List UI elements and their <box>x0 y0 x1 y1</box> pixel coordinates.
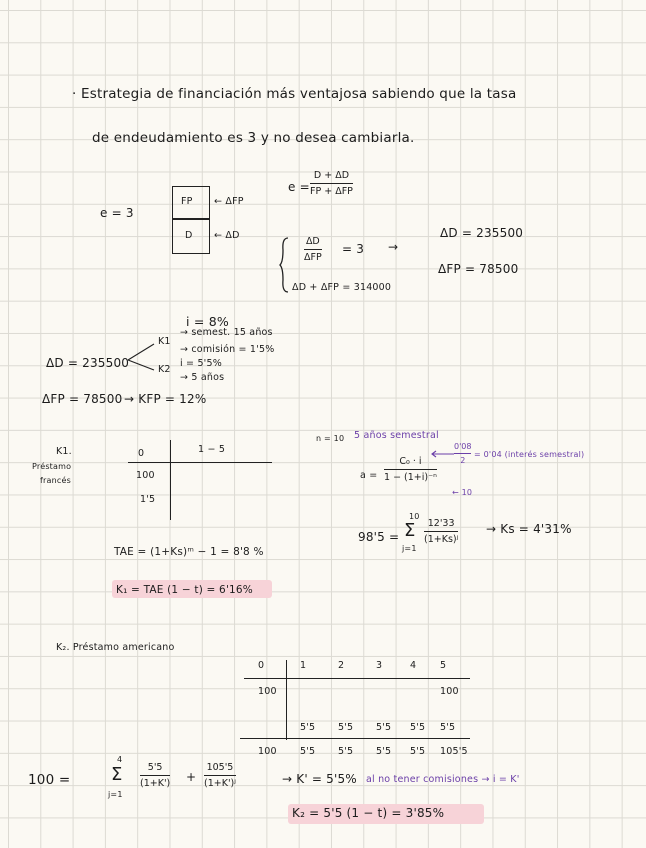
system-equals: = 3 <box>342 242 365 256</box>
k-prime-result: → K' = 5'5% <box>282 772 357 786</box>
k1-table-r2: 1'5 <box>140 494 156 505</box>
title-line-2: de endeudamiento es 3 y no desea cambiarla. <box>92 130 415 146</box>
system-fraction <box>304 236 322 263</box>
alloc-split-arrows <box>126 340 156 370</box>
k2-row2-cell: 5'5 <box>300 722 316 733</box>
k1-section-type-1: Préstamo <box>32 462 72 471</box>
rate-numerator: 0'08 <box>454 442 472 451</box>
annuity-denominator: 1 − (1+i)⁻ⁿ <box>384 472 437 484</box>
k2-interest: i = 5'5% <box>180 358 222 369</box>
box-fp-label: FP <box>181 196 193 207</box>
delta-d-arrow: ← ΔD <box>214 230 240 241</box>
alloc-delta-d: ΔD = 235500 <box>46 356 130 370</box>
alloc-delta-fp: ΔFP = 78500 <box>42 392 123 406</box>
k2-sum-top: 4 <box>117 755 123 764</box>
rate-fraction <box>454 442 471 465</box>
k1-commission: → comisión = 1'5% <box>180 344 275 355</box>
e-formula-denominator: FP + ΔFP <box>310 186 353 198</box>
k2-table-hline-2 <box>240 738 470 739</box>
k1-table-hline <box>128 462 272 463</box>
k2-term1-numerator: 5'5 <box>147 762 163 773</box>
k2-row2-cell: 5'5 <box>410 722 426 733</box>
system-arrow: → <box>388 240 399 254</box>
annuity-numerator: C₀ · i <box>399 456 422 467</box>
k1-section-type-2: francés <box>40 476 71 485</box>
k2-label: K2 <box>158 364 171 375</box>
n-text: n = 10 <box>316 434 345 443</box>
sum-lhs: 98'5 = <box>358 530 400 544</box>
k2-sum-symbol: Σ <box>111 764 123 785</box>
k2-header-cell: 3 <box>376 660 383 671</box>
k2-header-cell: 2 <box>338 660 345 671</box>
delta-fp-arrow: ← ΔFP <box>214 196 244 207</box>
k2-header-cell: 1 <box>300 660 307 671</box>
k2-row3-cell: 5'5 <box>376 746 392 757</box>
rate-denominator: 2 <box>460 456 466 466</box>
e-value: e = 3 <box>100 206 134 220</box>
k2-header-cell: 5 <box>440 660 447 671</box>
ks-result: → Ks = 4'31% <box>486 522 572 536</box>
e-formula-fraction <box>310 170 353 197</box>
system-line-2: ΔD + ΔFP = 314000 <box>292 282 392 293</box>
result-delta-d: ΔD = 235500 <box>440 226 524 240</box>
k2-plus: + <box>186 770 197 784</box>
k1-label: K1 <box>158 336 171 347</box>
k2-row3-cell: 100 <box>258 746 277 757</box>
k1-table-h0: 0 <box>138 448 145 459</box>
k2-term2-numerator: 105'5 <box>206 762 234 773</box>
k2-row1-cell: 100 <box>440 686 459 697</box>
tae-formula: TAE = (1+Ks)ᵐ − 1 = 8'8 % <box>114 546 264 558</box>
sum-numerator: 12'33 <box>427 518 455 529</box>
k1-section-label: K1. <box>56 446 72 457</box>
annuity-lhs: a = <box>360 470 378 481</box>
k2-header-cell: 0 <box>258 660 265 671</box>
k2-term1-fraction <box>140 762 170 789</box>
k2-term2-denominator: (1+K')ʲ <box>204 778 236 790</box>
k2-row2-cell: 5'5 <box>376 722 392 733</box>
e-formula-lhs: e = <box>288 180 310 194</box>
box-d-label: D <box>185 230 193 241</box>
k2-row3-cell: 105'5 <box>440 746 468 757</box>
k1-term: → semest. 15 años <box>180 327 273 338</box>
sum-fraction <box>424 518 458 545</box>
k2-row2-cell: 5'5 <box>338 722 354 733</box>
k2-row1-cell: 100 <box>258 686 277 697</box>
k2-term: → 5 años <box>180 372 225 383</box>
k1-final: K₁ = TAE (1 − t) = 6'16% <box>116 584 253 596</box>
k2-sum-bottom: j=1 <box>108 790 123 799</box>
k1-interest: i = 8% <box>186 314 229 329</box>
alloc-kfp: → KFP = 12% <box>124 392 207 406</box>
annuity-fraction <box>384 456 437 483</box>
k2-term1-denominator: (1+K') <box>140 778 171 790</box>
system-numerator: ΔD <box>305 236 320 247</box>
k2-row3-cell: 5'5 <box>410 746 426 757</box>
sum-bottom: j=1 <box>402 544 417 553</box>
semester-note: 5 años semestral <box>354 430 439 441</box>
system-brace <box>280 236 290 296</box>
k2-term2-fraction <box>204 762 236 789</box>
k2-header-cell: 4 <box>410 660 417 671</box>
k2-table-hline-1 <box>244 678 470 679</box>
title-line-1: · Estrategia de financiación más ventajosa sabiendo que la tasa <box>72 86 517 102</box>
k2-final: K₂ = 5'5 (1 − t) = 3'85% <box>292 806 445 820</box>
k2-note: al no tener comisiones → i = K' <box>366 774 520 785</box>
e-formula-numerator: D + ΔD <box>313 170 350 181</box>
k2-row2-cell: 5'5 <box>440 722 456 733</box>
k2-row3-cell: 5'5 <box>338 746 354 757</box>
result-delta-fp: ΔFP = 78500 <box>438 262 519 276</box>
sum-top: 10 <box>409 512 420 521</box>
ten-note: ← 10 <box>452 488 473 497</box>
k1-table-r1: 100 <box>136 470 155 481</box>
k1-table-vline <box>170 440 171 520</box>
k2-section-label: K₂. Préstamo americano <box>56 642 175 653</box>
k2-table-vline <box>286 660 287 740</box>
k1-table-h1: 1 − 5 <box>198 444 226 455</box>
system-denominator: ΔFP <box>304 252 322 264</box>
rate-note: = 0'04 (interés semestral) <box>474 450 585 459</box>
sum-symbol: Σ <box>404 520 416 541</box>
k2-eq-lhs: 100 = <box>28 772 71 788</box>
k2-row3-cell: 5'5 <box>300 746 316 757</box>
sum-denominator: (1+Ks)ʲ <box>424 534 459 546</box>
